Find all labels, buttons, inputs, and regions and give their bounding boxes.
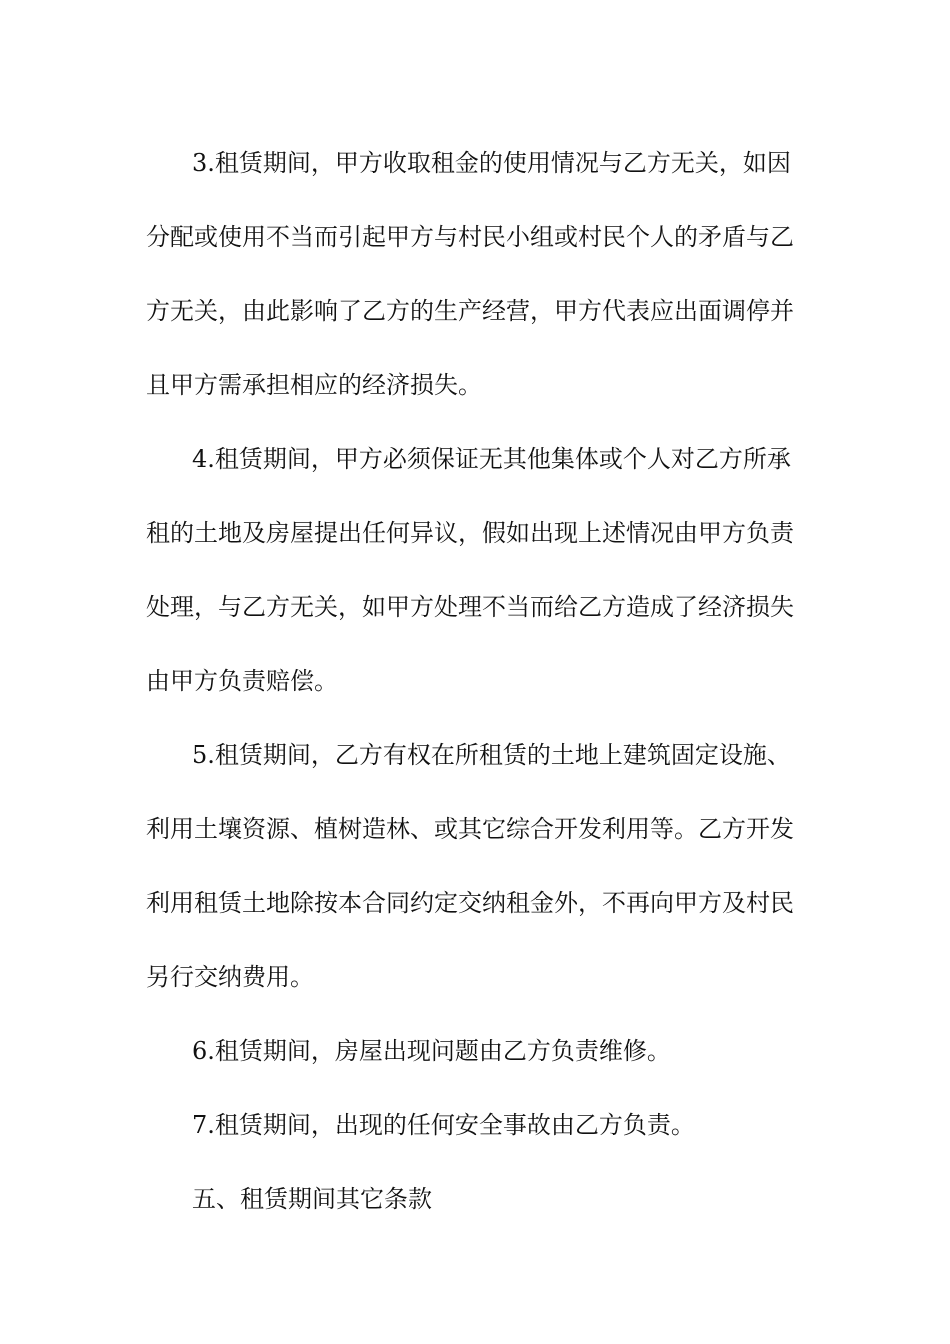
text-line: 5.租赁期间，乙方有权在所租赁的土地上建筑固定设施、 — [192, 741, 791, 769]
text-line: 由甲方负责赔偿。 — [146, 667, 338, 695]
text-line: 租的土地及房屋提出任何异议，假如出现上述情况由甲方负责 — [146, 519, 794, 547]
document-body — [146, 126, 806, 1236]
text-line: 方无关，由此影响了乙方的生产经营，甲方代表应出面调停并 — [146, 297, 794, 325]
text-line: 另行交纳费用。 — [146, 963, 314, 991]
text-line: 利用租赁土地除按本合同约定交纳租金外，不再向甲方及村民 — [146, 889, 794, 917]
text-line: 利用土壤资源、植树造林、或其它综合开发利用等。乙方开发 — [146, 815, 794, 843]
clause-3-paragraph — [146, 126, 806, 422]
clause-5-paragraph — [146, 718, 806, 1014]
text-line: 6.租赁期间，房屋出现问题由乙方负责维修。 — [192, 1037, 671, 1065]
section-5-heading — [146, 1162, 806, 1236]
text-line: 7.租赁期间，出现的任何安全事故由乙方负责。 — [192, 1111, 695, 1139]
text-line: 分配或使用不当而引起甲方与村民小组或村民个人的矛盾与乙 — [146, 223, 794, 251]
clause-7-paragraph — [146, 1088, 806, 1162]
section-heading: 五、租赁期间其它条款 — [192, 1185, 432, 1213]
clause-4-paragraph — [146, 422, 806, 718]
text-line: 且甲方需承担相应的经济损失。 — [146, 371, 482, 399]
text-line: 4.租赁期间，甲方必须保证无其他集体或个人对乙方所承 — [192, 445, 791, 473]
text-line: 处理，与乙方无关，如甲方处理不当而给乙方造成了经济损失 — [146, 593, 794, 621]
clause-6-paragraph — [146, 1014, 806, 1088]
text-line: 3.租赁期间，甲方收取租金的使用情况与乙方无关，如因 — [192, 149, 791, 177]
